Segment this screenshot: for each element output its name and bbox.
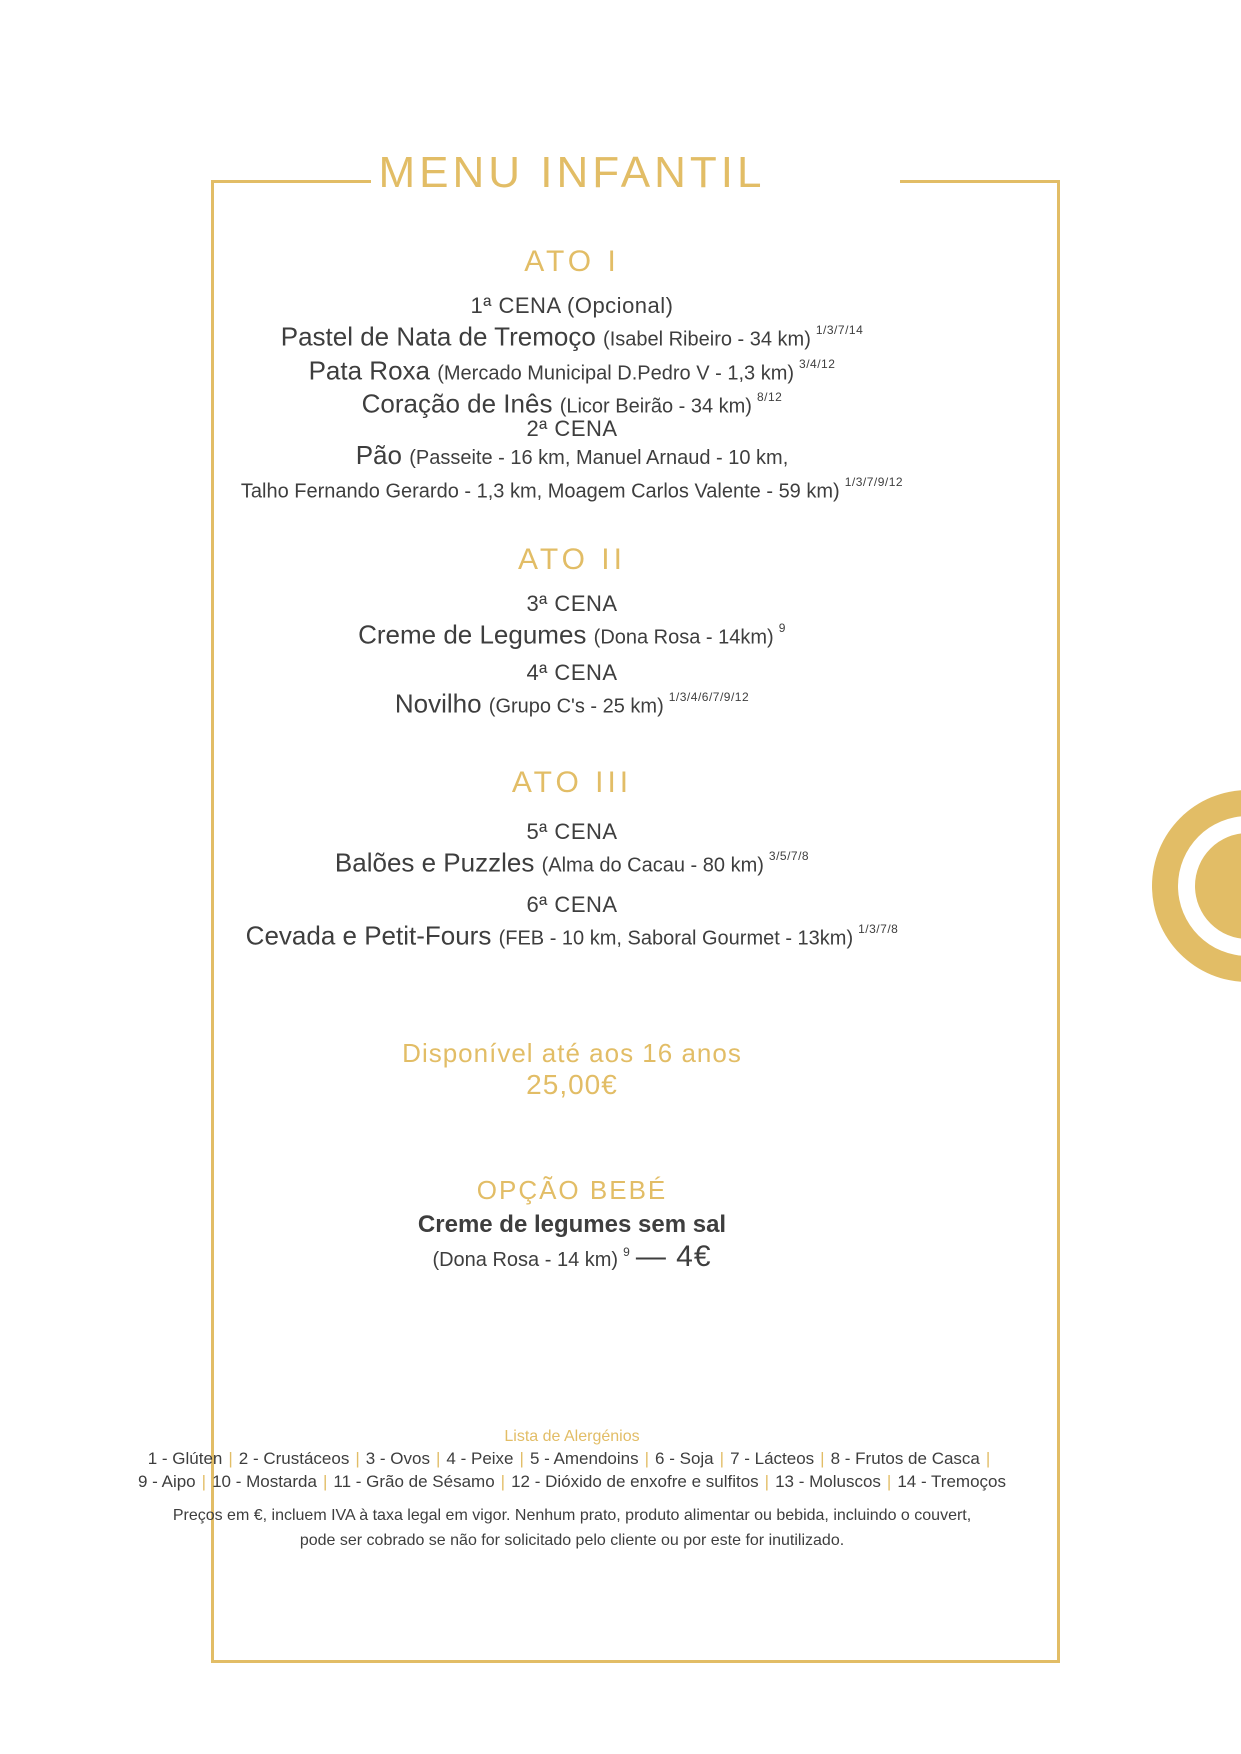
course-5-heading: 5ª CENA <box>526 819 618 844</box>
baby-option-section <box>92 1175 1052 1274</box>
item-detail: (Dona Rosa - 14km) <box>593 626 774 649</box>
allergen-superscript: 9 <box>623 1245 631 1260</box>
allergen-superscript: 9 <box>778 621 786 635</box>
item-name: Pata Roxa <box>308 355 430 386</box>
item-detail: (Licor Beirão - 34 km) <box>559 395 752 418</box>
item-name: Pão <box>355 440 402 470</box>
menu-item <box>92 686 1052 720</box>
menu-item <box>92 442 1052 505</box>
course-1 <box>92 293 1052 420</box>
disclaimer-line-2: pode ser cobrado se não for solicitado pelo cliente ou por este for inutilizado. <box>299 1532 845 1549</box>
course-6 <box>92 892 1052 952</box>
allergen-entry: 3 - Ovos | <box>366 1449 447 1468</box>
course-2-heading: 2ª CENA <box>526 416 618 441</box>
disclaimer-line-1: Preços em €, incluem IVA à taxa legal em vigor. Nenhum prato, produto alimentar ou bebida, incluindo o couvert, <box>172 1507 972 1524</box>
menu-item <box>92 918 1052 952</box>
allergen-superscript: 1/3/4/6/7/9/12 <box>668 690 750 704</box>
menu-item <box>92 319 1052 353</box>
allergen-entry: 5 - Amendoins | <box>530 1449 655 1468</box>
menu-item <box>92 617 1052 651</box>
allergen-entry: 12 - Dióxido de enxofre e sulfitos | <box>511 1472 775 1491</box>
course-1-heading: 1ª CENA (Opcional) <box>470 293 674 318</box>
allergen-superscript: 1/3/7/14 <box>815 323 864 337</box>
item-detail: Talho Fernando Gerardo - 1,3 km, Moagem Carlos Valente - 59 km) <box>240 480 840 503</box>
allergen-superscript: 8/12 <box>756 390 783 405</box>
allergen-superscript: 3/5/7/8 <box>768 849 810 863</box>
allergen-list-section <box>92 1427 1052 1493</box>
allergen-line-2 <box>92 1470 1052 1493</box>
item-name: Cevada e Petit-Fours <box>245 920 492 951</box>
item-detail: (Alma do Cacau - 80 km) <box>541 854 764 877</box>
menu-item <box>92 845 1052 879</box>
course-5 <box>92 819 1052 879</box>
course-4-heading: 4ª CENA <box>526 660 618 685</box>
allergen-entry: 2 - Crustáceos | <box>239 1449 366 1468</box>
allergen-entry: 8 - Frutos de Casca | <box>831 1449 997 1468</box>
page-title: MENU INFANTIL <box>378 148 766 197</box>
menu-item <box>92 353 1052 387</box>
course-2 <box>92 416 1052 505</box>
allergen-entry: 1 - Glúten | <box>148 1449 239 1468</box>
course-3 <box>92 591 1052 651</box>
item-detail: (Isabel Ribeiro - 34 km) <box>603 328 811 351</box>
item-name: Pastel de Nata de Tremoço <box>280 321 596 352</box>
allergen-entry: 10 - Mostarda | <box>212 1472 333 1491</box>
item-detail: (Grupo C's - 25 km) <box>488 695 664 718</box>
availability-price: 25,00€ <box>526 1069 618 1100</box>
item-detail: (Passeite - 16 km, Manuel Arnaud - 10 km, <box>409 447 789 469</box>
item-name: Creme de Legumes <box>358 619 587 650</box>
brand-logo-icon <box>1152 790 1241 982</box>
allergen-entry: 9 - Aipo | <box>138 1472 212 1491</box>
baby-option-heading: OPÇÃO BEBÉ <box>476 1175 668 1205</box>
course-3-heading: 3ª CENA <box>526 591 618 616</box>
menu-item <box>92 386 1052 420</box>
baby-option-detail <box>92 1240 1052 1274</box>
allergen-entry: 14 - Tremoços <box>897 1472 1006 1491</box>
allergen-list-heading: Lista de Alergénios <box>504 1428 640 1445</box>
baby-detail-text: (Dona Rosa - 14 km) <box>432 1249 619 1271</box>
allergen-entry: 4 - Peixe | <box>446 1449 530 1468</box>
act-3-heading: ATO III <box>511 766 633 799</box>
allergen-superscript: 1/3/7/8 <box>858 922 899 936</box>
allergen-entry: 7 - Lácteos | <box>730 1449 831 1468</box>
baby-option-price: — 4€ <box>635 1240 712 1273</box>
allergen-line-1 <box>92 1447 1052 1470</box>
allergen-entry: 13 - Moluscos | <box>775 1472 897 1491</box>
disclaimer-text <box>92 1503 1052 1553</box>
allergen-superscript: 3/4/12 <box>799 356 836 371</box>
availability-note <box>92 1038 1052 1100</box>
item-detail: (FEB - 10 km, Saboral Gourmet - 13km) <box>498 927 854 950</box>
act-2-heading: ATO II <box>518 543 626 576</box>
allergen-entry: 11 - Grão de Sésamo | <box>333 1472 511 1491</box>
availability-text: Disponível até aos 16 anos <box>402 1038 742 1068</box>
course-6-heading: 6ª CENA <box>526 892 618 917</box>
item-detail: (Mercado Municipal D.Pedro V - 1,3 km) <box>437 362 795 385</box>
course-4 <box>92 660 1052 720</box>
allergen-superscript: 1/3/7/9/12 <box>844 475 904 489</box>
item-name: Balões e Puzzles <box>334 847 535 878</box>
item-name: Coração de Inês <box>361 388 553 419</box>
act-1-heading: ATO I <box>524 245 620 278</box>
item-name: Novilho <box>394 688 482 719</box>
allergen-entry: 6 - Soja | <box>655 1449 730 1468</box>
baby-option-name: Creme de legumes sem sal <box>417 1211 727 1238</box>
